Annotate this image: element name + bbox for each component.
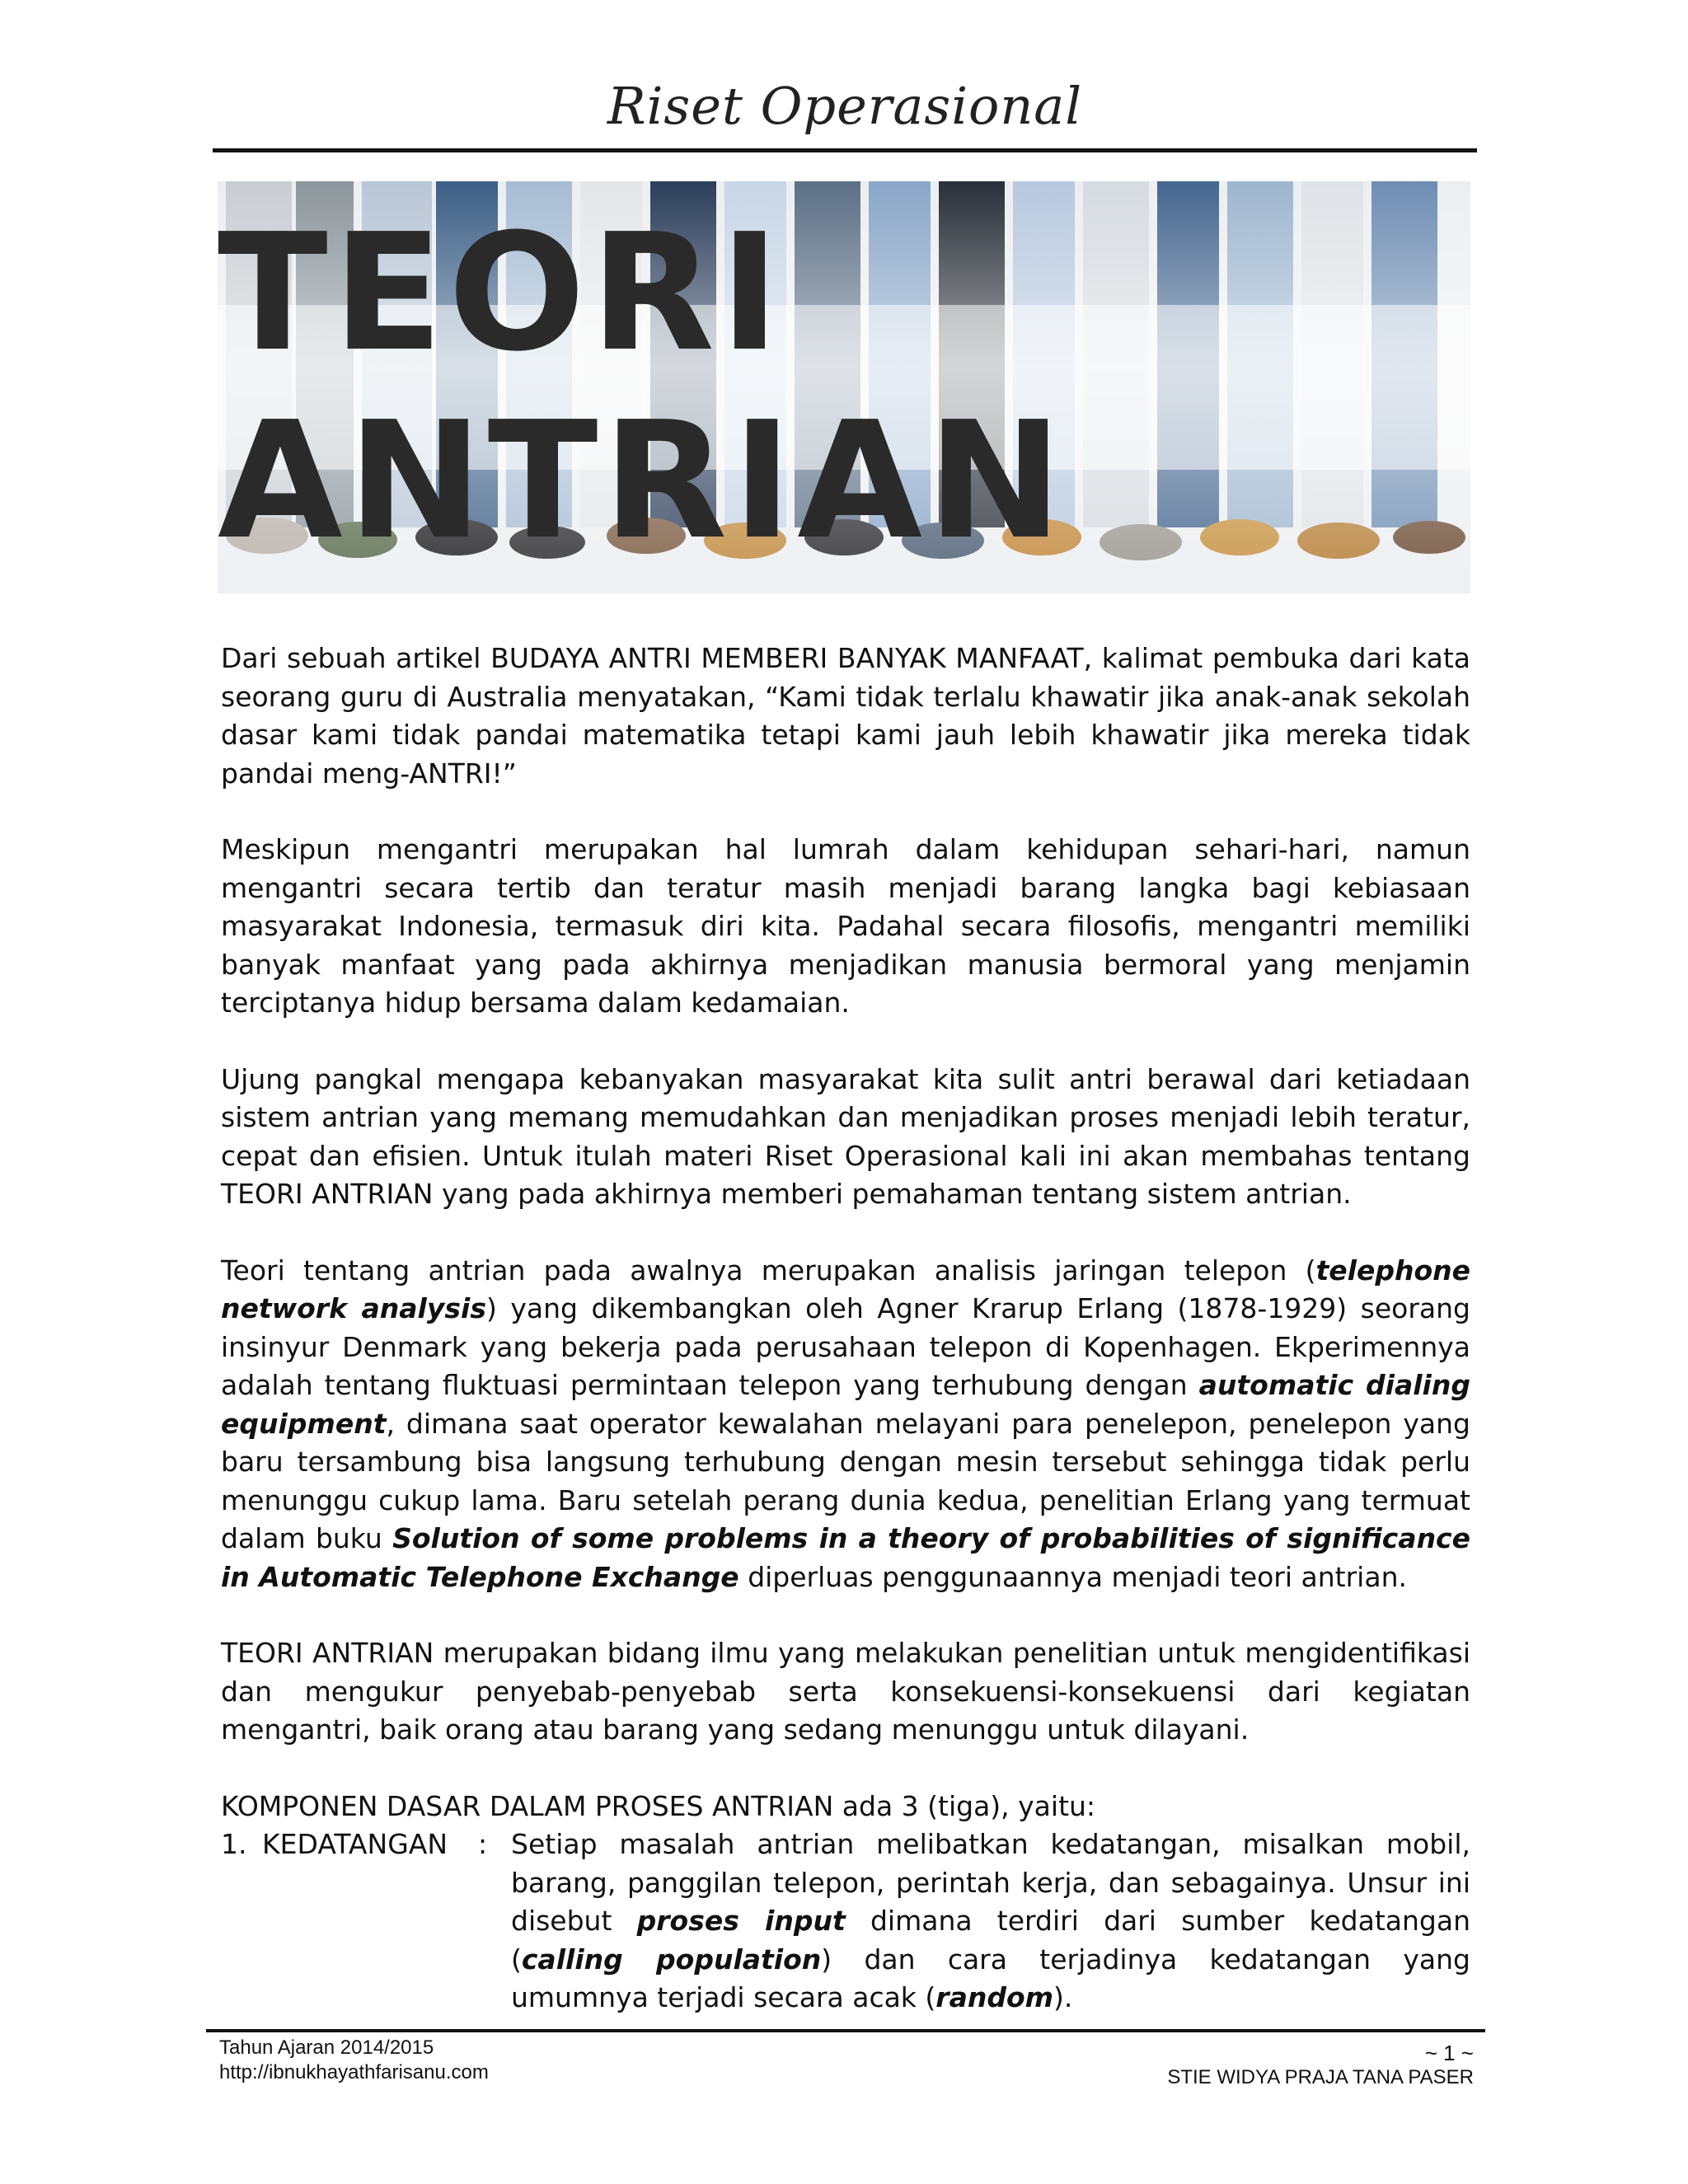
komponen-desc-term-1: proses input [636, 1905, 846, 1937]
komponen-item-description [511, 1825, 1470, 2018]
paragraph-4-text-4: diperluas penggunaannya menjadi teori antrian. [738, 1560, 1407, 1593]
komponen-desc-text-4: ). [1053, 1981, 1073, 2013]
komponen-item-number: 1. [221, 1828, 247, 1860]
page-footer [219, 2036, 1474, 2102]
banner-title [218, 297, 1470, 478]
komponen-item-colon: : [478, 1828, 488, 1860]
paragraph-4 [221, 1252, 1470, 1597]
komponen-item-1 [221, 1825, 1470, 2018]
komponen-item-label: KEDATANGAN [262, 1828, 448, 1860]
footer-institution: STIE WIDYA PRAJA TANA PASER [1167, 2066, 1474, 2088]
komponen-desc-text-2: dimana terdiri dari sumber kedatangan ( [511, 1905, 1471, 1975]
footer-left [219, 2036, 489, 2085]
footer-divider [206, 2029, 1485, 2032]
paragraph-2: Meskipun mengantri merupakan hal lumrah dalam kehidupan sehari-hari, namun mengantri secara tertib dan teratur masih menjadi barang langka bagi kebiasaan masyarakat Indonesia, termasuk diri kita. Padahal secara filosofis, mengantri memiliki banyak manfaat yang pada akhirnya menjadikan manusia bermoral yang menjamin terciptanya hidup bersama dalam kedamaian. [221, 833, 1470, 1019]
paragraph-1: Dari sebuah artikel BUDAYA ANTRI MEMBERI BANYAK MANFAAT, kalimat pembuka dari kata seorang guru di Australia menyatakan, “Kami tidak terlalu khawatir jika anak-anak sekolah dasar kami tidak pandai matematika tetapi kami jauh lebih khawatir jika mereka tidak pandai meng-ANTRI!” [221, 642, 1470, 790]
paragraph-4-book-title: Solution of some problems in a theory of probabilities of significance in Automatic Telephone Exchange [221, 1522, 1471, 1593]
paragraph-4-term-2: automatic dialing equipment [221, 1369, 1470, 1440]
paragraph-4-text-1: Teori tentang antrian pada awalnya merupakan analisis jaringan telepon ( [221, 1254, 1316, 1286]
paragraph-3: Ujung pangkal mengapa kebanyakan masyarakat kita sulit antri berawal dari ketiadaan sistem antrian yang memang memudahkan dan menjadikan proses menjadi lebih teratur, cepat dan efisien. Untuk itulah materi Riset Operasional kali ini akan membahas tentang TEORI ANTRIAN yang pada akhirnya memberi pemahaman tentang sistem antrian. [221, 1062, 1470, 1210]
footer-right [1167, 2041, 1474, 2090]
komponen-desc-text-1: Setiap masalah antrian melibatkan kedatangan, misalkan mobil, barang, panggilan telepon, perintah kerja, dan sebagainya. Unsur ini disebut [511, 1828, 1470, 1937]
komponen-intro: KOMPONEN DASAR DALAM PROSES ANTRIAN ada 3 (tiga), yaitu: [221, 1789, 1096, 1822]
komponen-desc-text-3: ) dan cara terjadinya kedatangan yang umumnya terjadi secara acak ( [511, 1943, 1470, 2013]
page-header-title: Riset Operasional [607, 76, 1083, 136]
komponen-desc-term-2: calling population [521, 1943, 822, 1975]
paragraph-4-term-1: telephone network analysis [221, 1254, 1470, 1324]
document-body [221, 640, 1470, 2018]
header-divider [213, 148, 1477, 152]
footer-url[interactable]: http://ibnukhayathfarisanu.com [219, 2061, 489, 2083]
footer-academic-year: Tahun Ajaran 2014/2015 [219, 2036, 434, 2059]
paragraph-5: TEORI ANTRIAN merupakan bidang ilmu yang melakukan penelitian untuk mengidentifikasi dan mengukur penyebab-penyebab serta konsekuensi-konsekuensi dari kegiatan mengantri, baik orang atau barang yang sedang menunggu untuk dilayani. [221, 1637, 1470, 1746]
paragraph-4-text-2: ) yang dikembangkan oleh Agner Krarup Erlang (1878-1929) seorang insinyur Denmark yang bekerja pada perusahaan telepon di Kopenhagen. Ekperimennya adalah tentang fluktuasi permintaan telepon yang terhubung dengan [221, 1292, 1471, 1401]
paragraph-4-text-3: , dimana saat operator kewalahan melayani para penelepon, penelepon yang baru tersambung bisa langsung terhubung dengan mesin tersebut sehingga tidak perlu menunggu cukup lama. Baru setelah perang dunia kedua, penelitian Erlang yang termuat dalam buku [221, 1407, 1470, 1554]
page-number: ~ 1 ~ [1424, 2041, 1474, 2065]
banner-image [218, 181, 1470, 593]
komponen-desc-term-3: random [935, 1981, 1054, 2013]
